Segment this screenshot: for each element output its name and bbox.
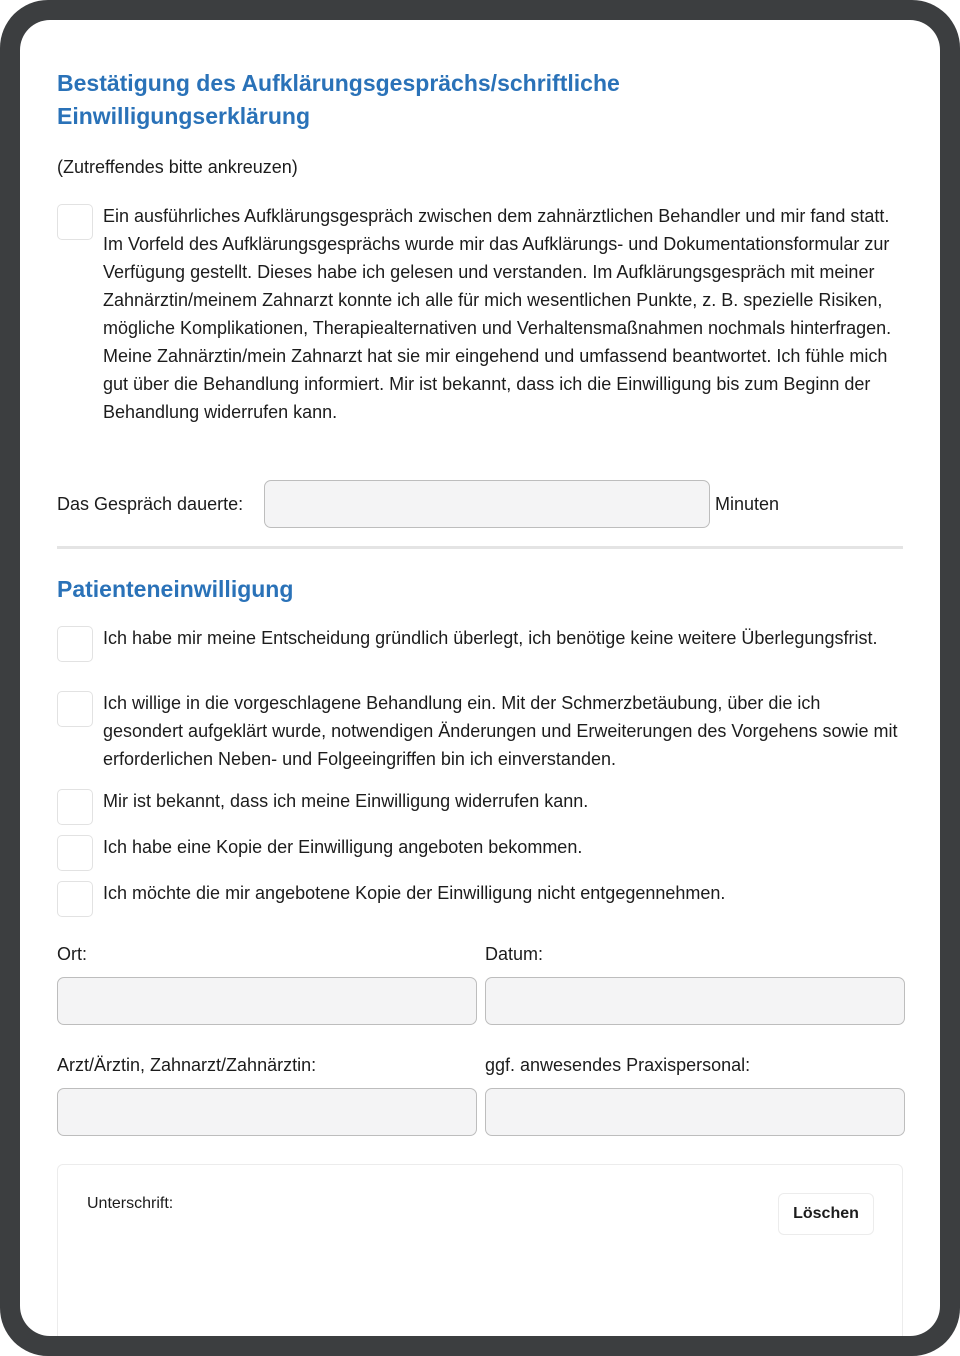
doctor-input[interactable]	[57, 1088, 477, 1136]
consent-treatment-checkbox[interactable]	[57, 691, 93, 727]
place-label: Ort:	[57, 944, 87, 964]
place-input[interactable]	[57, 977, 477, 1025]
consent-copy-offered-checkbox[interactable]	[57, 835, 93, 871]
consent-reflection-text: Ich habe mir meine Entscheidung gründlich überlegt, ich benötige keine weitere Überlegungsfrist.	[103, 628, 878, 648]
consent-revocation-checkbox[interactable]	[57, 789, 93, 825]
staff-input[interactable]	[485, 1088, 905, 1136]
staff-label: ggf. anwesendes Praxispersonal:	[485, 1055, 751, 1075]
consent-reflection-checkbox[interactable]	[57, 626, 93, 662]
consent-revocation-text: Mir ist bekannt, dass ich meine Einwilligung widerrufen kann.	[103, 791, 589, 811]
duration-unit: Minuten	[715, 494, 780, 514]
instruction-hint: (Zutreffendes bitte ankreuzen)	[57, 157, 298, 177]
consent-section-title: Patienteneinwilligung	[57, 576, 294, 602]
duration-input[interactable]	[264, 480, 710, 528]
form-title: Bestätigung des Aufklärungsgesprächs/schriftliche Einwilligungserklärung	[57, 70, 620, 129]
date-label: Datum:	[485, 944, 544, 964]
consultation-confirmation-text: Ein ausführliches Aufklärungsgespräch zwischen dem zahnärztlichen Behandler und mir fand statt. Im Vorfeld des Aufklärungsgesprächs wurde mir das Aufklärungs- und Dokumentationsformular zur Verfügung gestellt. Dieses habe ich gelesen und verstanden. Im Aufklärungsgespräch mit meiner Zahnärztin/meinem Zahnarzt konnte ich alle für mich wesentlichen Punkte, z. B. spezielle Risiken, mögliche Komplikationen, Therapiealternativen und Verhaltensmaßnahmen nochmals hinterfragen. Meine Zahnärztin/mein Zahnarzt hat sie mir eingehend und umfassend beantwortet. Ich fühle mich gut über die Behandlung informiert. Mir ist bekannt, dass ich die Einwilligung bis zum Beginn der Behandlung widerrufen kann.	[103, 206, 892, 422]
form-screen	[20, 20, 940, 1336]
consent-copy-declined-checkbox[interactable]	[57, 881, 93, 917]
section-divider	[57, 546, 903, 549]
signature-pad[interactable]	[57, 1164, 903, 1336]
consent-copy-declined-text: Ich möchte die mir angebotene Kopie der Einwilligung nicht entgegennehmen.	[103, 883, 726, 903]
consent-copy-offered-text: Ich habe eine Kopie der Einwilligung angeboten bekommen.	[103, 837, 583, 857]
doctor-label: Arzt/Ärztin, Zahnarzt/Zahnärztin:	[57, 1055, 317, 1075]
duration-label: Das Gespräch dauerte:	[57, 494, 244, 514]
signature-label: Unterschrift:	[87, 1195, 174, 1212]
date-input[interactable]	[485, 977, 905, 1025]
clear-signature-button[interactable]: Löschen	[778, 1193, 874, 1235]
consultation-confirmation-checkbox[interactable]	[57, 204, 93, 240]
consent-treatment-text: Ich willige in die vorgeschlagene Behandlung ein. Mit der Schmerzbetäubung, über die ich gesondert aufgeklärt wurde, notwendigen Änderungen und Erweiterungen des Vorgehens sowie mit erforderlichen Neben- und Folgeeingriffen bin ich einverstanden.	[103, 693, 898, 769]
